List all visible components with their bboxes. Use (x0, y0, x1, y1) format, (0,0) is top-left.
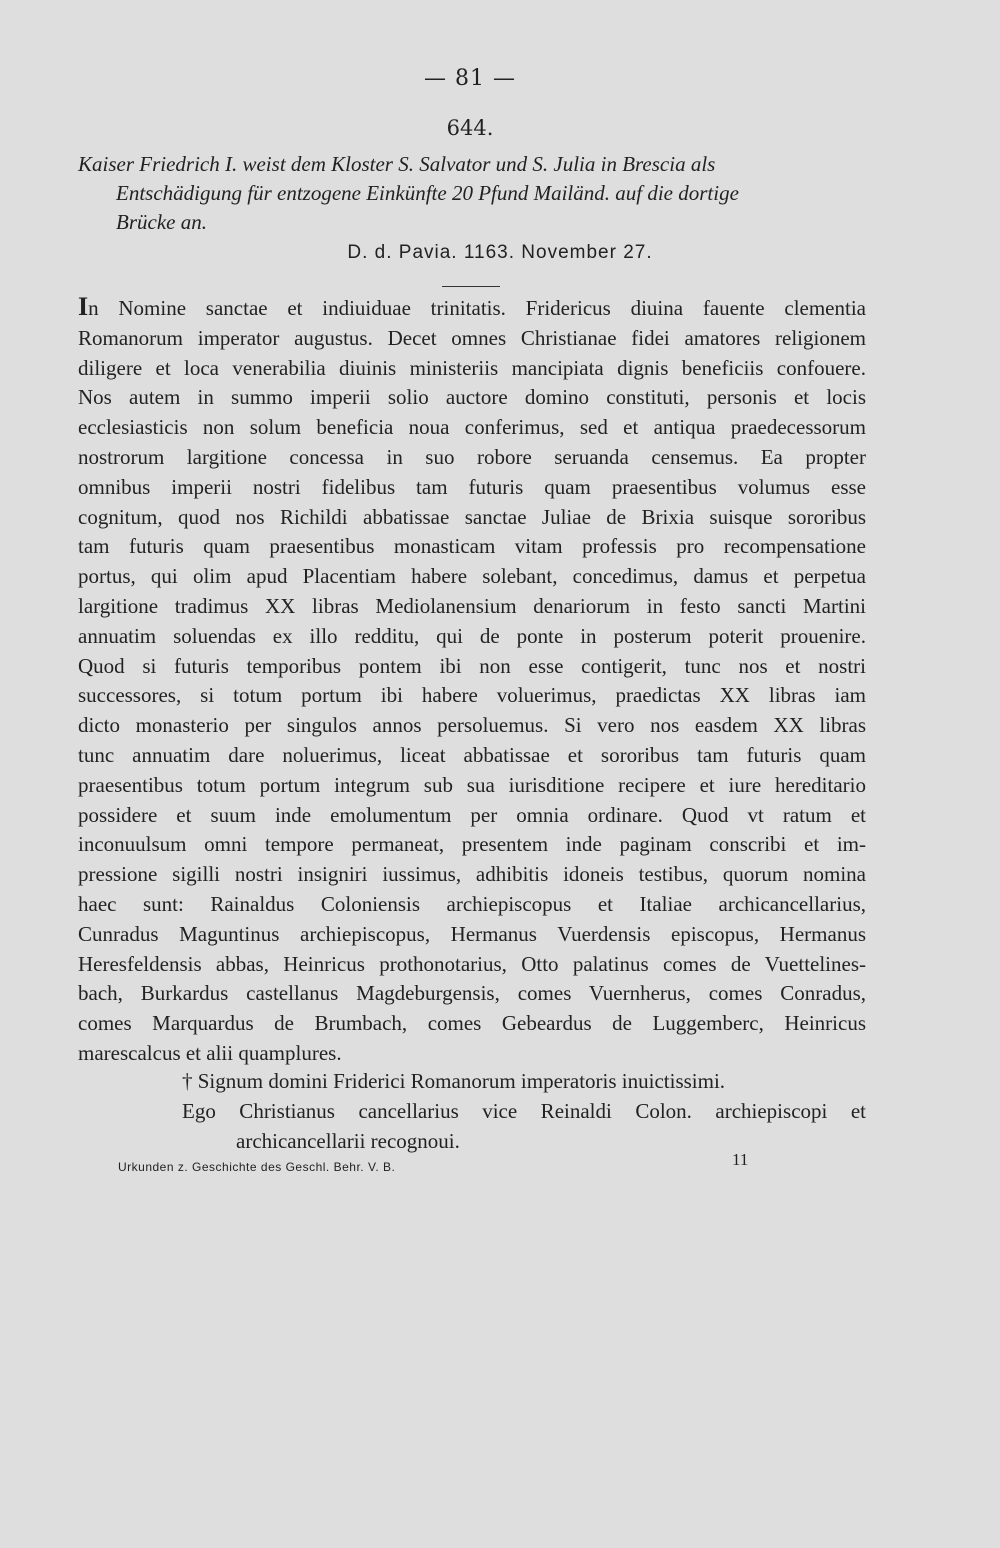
page-number: — 81 — (424, 66, 516, 91)
document-number: 644. (446, 116, 494, 140)
body-line: dicto monasterio per singulos annos persoluemus. Si vero nos easdem XX libras (78, 713, 866, 738)
body-line: tam futuris quam praesentibus monasticam vitam professis pro recompensatione (78, 534, 866, 559)
body-line: Nos autem in summo imperii solio auctore domino constituti, personis et locis (78, 385, 866, 410)
body-line-text: n Nomine sanctae et indiuiduae trinitatis. Fridericus diuina fauente clementia (88, 296, 866, 320)
divider-rule (442, 286, 500, 287)
body-line: praesentibus totum portum integrum sub sua iurisditione recipere et iure hereditario (78, 772, 866, 797)
footer-signature-mark: 11 (732, 1150, 749, 1169)
body-line: comes Marquardus de Brumbach, comes Gebeardus de Luggemberc, Heinricus (78, 1011, 866, 1036)
body-line: Cunradus Maguntinus archiepiscopus, Hermanus Vuerdensis episcopus, Hermanus (78, 921, 866, 946)
footer-source: Urkunden z. Geschichte des Geschl. Behr. V. B. (118, 1160, 396, 1174)
body-line: possidere et suum inde emolumentum per omnia ordinare. Quod vt ratum et (78, 802, 866, 827)
summary-line: Brücke an. (116, 210, 207, 234)
recognition-line: archicancellarii recognoui. (236, 1129, 460, 1153)
body-line: marescalcus et alii quamplures. (78, 1040, 342, 1065)
body-line: annuatim soluendas ex illo redditu, qui de ponte in posterum poterit prouenire. (78, 623, 866, 648)
body-line: diligere et loca venerabilia diuinis ministeriis mancipiata dignis beneficiis confouere. (78, 355, 866, 380)
body-line: pressione sigilli nostri insigniri iussimus, adhibitis idoneis testibus, quorum nomina (78, 862, 866, 887)
body-line: Romanorum imperator augustus. Decet omnes Christianae fidei amatores religionem (78, 325, 866, 350)
initial-letter: I (78, 292, 89, 321)
document-summary (78, 150, 866, 237)
summary-line: Entschädigung für entzogene Einkünfte 20 Pfund Mailänd. auf die dortige (116, 181, 739, 205)
dateline: D. d. Pavia. 1163. November 27. (347, 242, 653, 263)
summary-line: Kaiser Friedrich I. weist dem Kloster S. Salvator und S. Julia in Brescia als (78, 152, 716, 176)
body-line: portus, qui olim apud Placentiam habere solebant, concedimus, damus et perpetua (78, 564, 866, 589)
body-line: Heresfeldensis abbas, Heinricus prothonotarius, Otto palatinus comes de Vuettelines- (78, 951, 866, 976)
charter-text (78, 292, 866, 1069)
body-line: largitione tradimus XX libras Mediolanensium denariorum in festo sancti Martini (78, 593, 866, 618)
recognition-line: Ego Christianus cancellarius vice Reinaldi Colon. archiepiscopi et (182, 1099, 866, 1123)
body-line: inconuulsum omni tempore permaneat, presentem inde paginam conscribi et im- (78, 832, 866, 857)
body-line: successores, si totum portum ibi habere voluerimus, praedictas XX libras iam (78, 683, 866, 708)
body-line: tunc annuatim dare noluerimus, liceat abbatissae et sororibus tam futuris quam (78, 742, 866, 767)
signum-line: † Signum domini Friderici Romanorum imperatoris inuictissimi. (182, 1069, 726, 1093)
body-line: ecclesiasticis non solum beneficia noua conferimus, sed et antiqua praedecessorum (78, 415, 866, 440)
body-line: cognitum, quod nos Richildi abbatissae sanctae Juliae de Brixia suisque sororibus (78, 504, 866, 529)
body-line: omnibus imperii nostri fidelibus tam futuris quam praesentibus volumus esse (78, 474, 866, 499)
body-line: bach, Burkardus castellanus Magdeburgensis, comes Vuernherus, comes Conradus, (78, 981, 866, 1006)
signature-block (78, 1066, 866, 1156)
body-line: haec sunt: Rainaldus Coloniensis archiepiscopus et Italiae archicancellarius, (78, 891, 866, 916)
body-line (78, 292, 866, 324)
body-line: Quod si futuris temporibus pontem ibi non esse contigerit, tunc nos et nostri (78, 653, 866, 678)
body-line: nostrorum largitione concessa in suo robore seruanda censemus. Ea propter (78, 444, 866, 469)
